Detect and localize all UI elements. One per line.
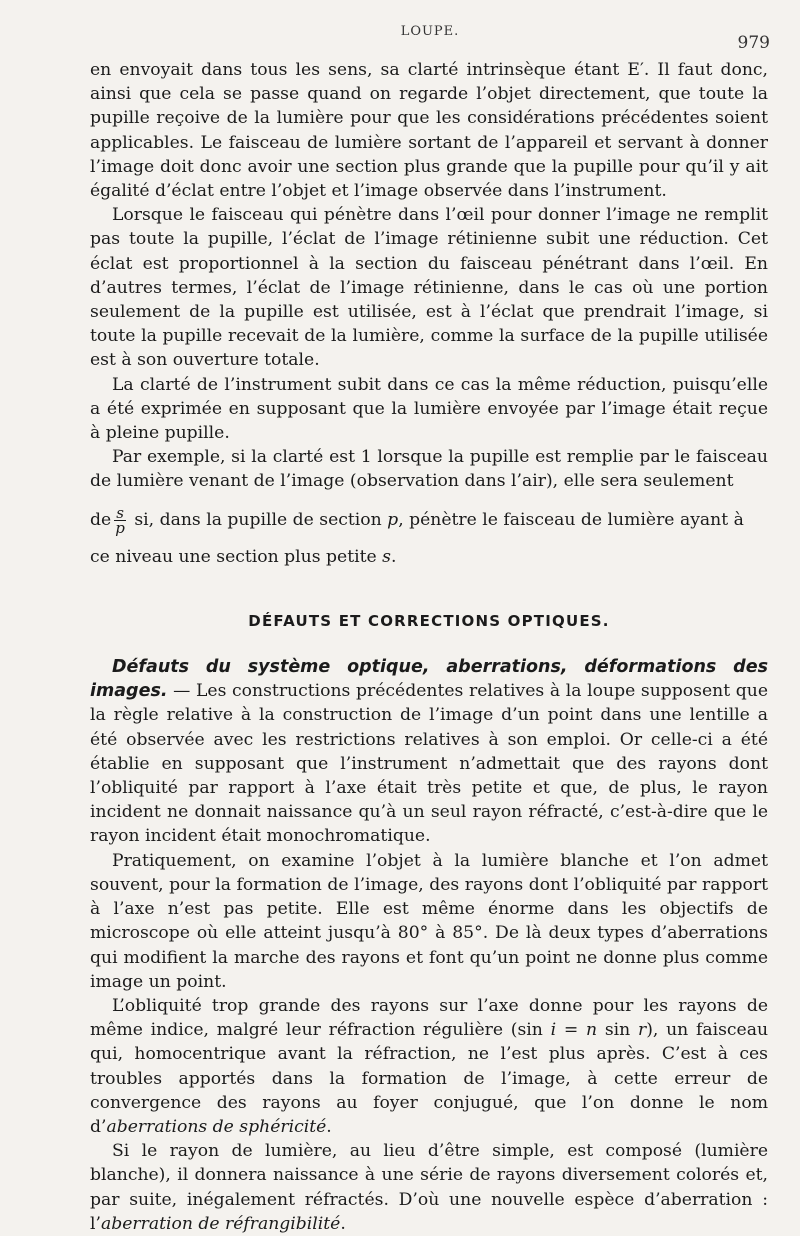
body-text — [90, 58, 768, 1236]
paragraph-2: Lorsque le faisceau qui pénètre dans l’œil pour donner l’image ne remplit pas toute la pupille, l’éclat de l’image rétinienne subit une réduction. Cet éclat est proportionnel à la section du faisceau pénétrant dans l’œil. En d’autres termes, l’éclat de l’image rétinienne, dans le cas où une portion seulement de la pupille est utilisée, est à l’éclat que prendrait l’image, si toute la pupille recevait de la lumière, comme la surface de la pupille utilisée est à son ouverture totale. — [90, 205, 768, 371]
page-number: 979 — [737, 33, 770, 53]
fraction-middle: si, dans la pupille de section — [134, 509, 382, 530]
fraction-s-over-p — [114, 503, 126, 537]
paragraph-8: Pratiquement, on examine l’objet à la lumière blanche et l’on admet souvent, pour la formation de l’image, des rayons dont l’obliquité par rapport à l’axe n’est pas petite. Elle est même énorme dans les objectifs de microscope où elle atteint jusqu’à 80° à 85°. De là deux types d’aberrations qui modifient la marche des rayons et font qu’un point ne donne plus comme image un point. — [90, 850, 768, 992]
paragraph-10-pre: Si le rayon de lumière, au lieu d’être simple, est composé (lumière blanche), il donnera naissance à une série de rayons diversement colorés et, par suite, inégalement réfractés. D’où une nouvelle espèce d’aberration : l’ — [90, 1141, 768, 1234]
paragraph-1: en envoyait dans tous les sens, sa clarté intrinsèque étant E′. Il faut donc, ainsi que cela se passe quand on regarde l’objet directement, que toute la pupille reçoive de la lumière pour que les considérations précédentes soient applicables. Le faisceau de lumière sortant de l’appareil et servant à donner l’image doit donc avoir une section plus grande que la pupille pour qu’il y ait égalité d’éclat entre l’objet et l’image observée dans l’instrument. — [90, 60, 768, 202]
variable-n: n — [586, 1020, 598, 1041]
fraction-denominator: p — [115, 518, 125, 537]
paragraph-9-post: ), un faisceau qui, homocentrique avant la réfraction, ne l’est plus après. C’est à ces troubles apportés dans la formation de l’image, à cette erreur de convergence des rayons au foyer conjugué, que l’on donne le nom d’ — [90, 1020, 769, 1137]
variable-i: i — [550, 1020, 557, 1041]
term-spherical-aberration: aberrations de sphéricité — [106, 1116, 327, 1137]
paragraph-10 — [90, 1139, 768, 1236]
fraction-prefix: de — [90, 509, 112, 530]
sin-label: sin — [604, 1020, 631, 1041]
paragraph-7-text: — Les constructions précédentes relatives à la loupe supposent que la règle relative à la construction de l’image d’un point dans une lentille a été observée avec les restrictions relatives à son emploi. Or celle-ci a été établie en supposant que l’instrument n’admettait que des rayons dont l’obliquité par rapport à l’axe était très petite et que, de plus, le rayon incident ne donnait naissance qu’à un seul rayon réfracté, c’est-à-dire que le rayon incident était monochromatique. — [90, 681, 769, 847]
fraction-suffix: , pénètre le faisceau de lumière ayant à — [398, 509, 744, 530]
continuation-text: ce niveau une section plus petite — [90, 546, 377, 567]
running-header: LOUPE. — [400, 24, 460, 39]
continuation-end: . — [390, 546, 397, 567]
variable-s: s — [382, 546, 391, 567]
paragraph-continuation — [90, 545, 768, 569]
variable-p: p — [387, 509, 399, 530]
section-heading: DÉFAUTS ET CORRECTIONS OPTIQUES. — [248, 611, 610, 630]
paragraph-9-end: . — [326, 1116, 332, 1137]
subsection-heading: Défauts du système optique, aberrations, déformations des images. — [90, 657, 768, 702]
paragraph-9 — [90, 994, 768, 1139]
paragraph-10-end: . — [340, 1213, 346, 1234]
paragraph-7 — [90, 655, 768, 849]
equals-sign: = — [563, 1020, 579, 1041]
fraction-numerator: s — [116, 503, 124, 522]
fraction-line — [90, 503, 768, 537]
paragraph-9-pre: L’obliquité trop grande des rayons sur l’axe donne pour les rayons de même indice, malgré leur réfraction régulière (sin — [90, 995, 768, 1041]
paragraph-4: Par exemple, si la clarté est 1 lorsque la pupille est remplie par le faisceau de lumière venant de l’image (observation dans l’air), elle sera seulement — [90, 447, 768, 492]
term-refrangibility-aberration: aberration de réfrangibilité — [100, 1213, 341, 1234]
paragraph-3: La clarté de l’instrument subit dans ce cas la même réduction, puisqu’elle a été exprimée en supposant que la lumière envoyée par l’image était reçue à pleine pupille. — [90, 374, 768, 444]
variable-r: r — [637, 1020, 647, 1041]
